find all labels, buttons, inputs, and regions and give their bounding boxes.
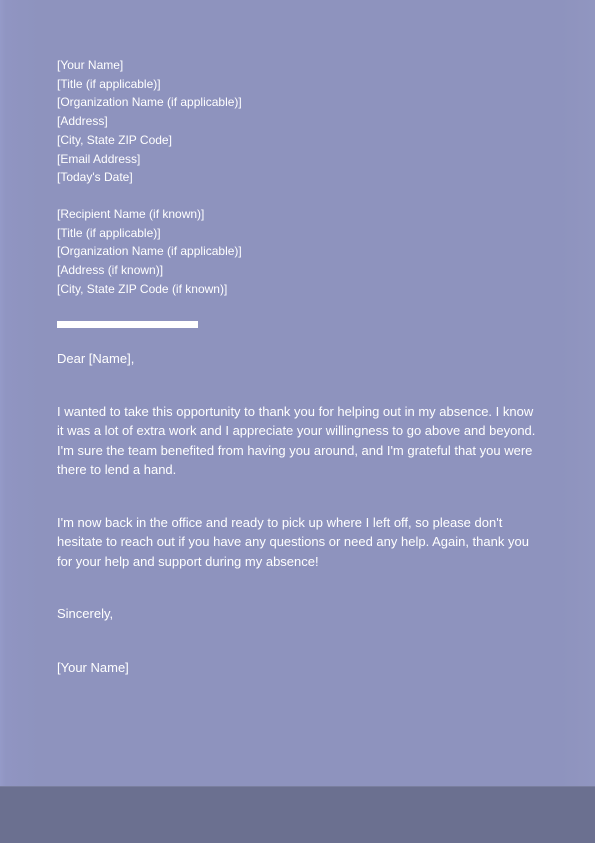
- closing: Sincerely,: [57, 606, 114, 622]
- recipient-address-block: [57, 205, 542, 299]
- letter-content: [57, 56, 542, 690]
- body-paragraph: I'm now back in the office and ready to pick up where I left off, so please don't hesitate to reach out if you have any questions or need any help. Again, thank you for your help and support during my absence!: [57, 514, 529, 569]
- recipient-title: [Title (if applicable)]: [57, 225, 161, 240]
- sender-address-block: [57, 56, 542, 187]
- signature-name: [Your Name]: [57, 659, 129, 675]
- sender-email: [Email Address]: [57, 151, 141, 166]
- sender-title: [Title (if applicable)]: [57, 76, 161, 91]
- sender-organization: [Organization Name (if applicable)]: [57, 95, 242, 110]
- salutation: Dear [Name],: [57, 351, 135, 367]
- sender-city-state-zip: [City, State ZIP Code]: [57, 132, 172, 147]
- recipient-address: [Address (if known)]: [57, 263, 164, 278]
- footer-band: [0, 786, 595, 843]
- recipient-city-state-zip: [City, State ZIP Code (if known)]: [57, 281, 228, 296]
- letter-date: [Today's Date]: [57, 170, 133, 185]
- recipient-name: [Recipient Name (if known)]: [57, 206, 205, 221]
- body-paragraph: I wanted to take this opportunity to thank you for helping out in my absence. I know it was a lot of extra work and I appreciate your willingness to go above and beyond. I'm sure the team benefited from having you around, and I'm grateful that you were there to lend a hand.: [57, 403, 536, 478]
- recipient-organization: [Organization Name (if applicable)]: [57, 244, 242, 259]
- sender-name: [Your Name]: [57, 58, 124, 72]
- sender-address: [Address]: [57, 114, 108, 129]
- section-divider: [57, 321, 198, 328]
